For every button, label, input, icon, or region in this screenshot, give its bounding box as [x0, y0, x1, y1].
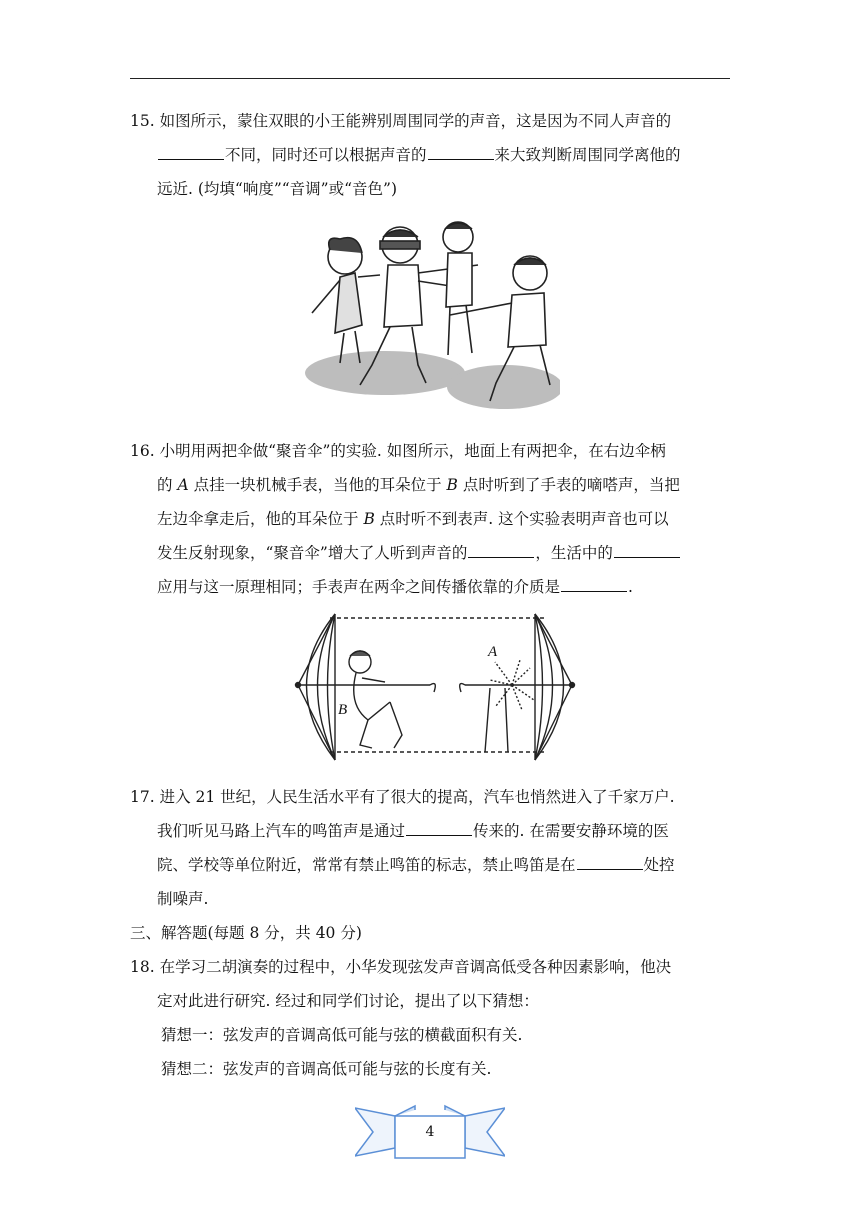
q16-line5: 应用与这一原理相同；手表声在两伞之间传播依靠的介质是 .	[130, 570, 730, 604]
answer-blank[interactable]	[577, 851, 643, 870]
left-umbrella	[296, 614, 436, 760]
ground-shadow-right	[447, 365, 560, 409]
q18-line1: 18. 在学习二胡演奏的过程中，小华发现弦发声音调高低受各种因素影响，他决	[130, 958, 672, 976]
boy-back-figure	[443, 222, 473, 355]
banner-fold-right	[445, 1106, 465, 1116]
q15-line1: 15. 如图所示，蒙住双眼的小王能辨别周围同学的声音，这是因为不同人声音的	[130, 112, 672, 130]
right-umbrella	[460, 614, 575, 760]
header-rule	[130, 78, 730, 79]
answer-blank[interactable]	[468, 539, 534, 558]
q16-line1: 16. 小明用两把伞做“聚音伞”的实验. 如图所示，地面上有两把伞，在右边伞柄	[130, 442, 666, 460]
question-15	[130, 104, 730, 206]
banner-fold-left	[395, 1106, 415, 1116]
question-18	[130, 950, 730, 1086]
umbrella-experiment-figure	[290, 610, 580, 768]
q18-hypothesis-2: 猜想二：弦发声的音调高低可能与弦的长度有关.	[161, 1060, 492, 1078]
q16-line2: 的 A 点挂一块机械手表，当他的耳朵位于 B 点时听到了手表的嘀嗒声，当把	[157, 476, 680, 494]
answer-blank[interactable]	[158, 141, 224, 160]
q15-line2: 不同，同时还可以根据声音的 来大致判断周围同学离他的	[130, 138, 730, 172]
q18-hypothesis-1: 猜想一：弦发声的音调高低可能与弦的横截面积有关.	[161, 1026, 523, 1044]
question-17	[130, 780, 730, 916]
crouching-person	[349, 651, 402, 748]
q18-line2: 定对此进行研究. 经过和同学们讨论，提出了以下猜想：	[157, 992, 539, 1010]
section-3-heading: 三、解答题(每题 8 分，共 40 分)	[130, 924, 362, 942]
q17-line3: 院、学校等单位附近，常常有禁止鸣笛的标志，禁止鸣笛是在 处控	[130, 848, 730, 882]
q16-line4: 发生反射现象，“聚音伞”增大了人听到声音的 ，生活中的	[130, 536, 730, 570]
answer-blank[interactable]	[406, 817, 472, 836]
banner-left-tail	[355, 1108, 395, 1156]
answer-blank[interactable]	[614, 539, 680, 558]
answer-blank[interactable]	[428, 141, 494, 160]
label-a: A	[488, 644, 498, 660]
girl-figure	[312, 238, 380, 363]
q16-line3: 左边伞拿走后，他的耳朵位于 B 点时听不到表声. 这个实验表明声音也可以	[157, 510, 669, 528]
ground-shadow-left	[305, 351, 465, 395]
answer-blank[interactable]	[561, 573, 627, 592]
q17-line2: 我们听见马路上汽车的鸣笛声是通过 传来的. 在需要安静环境的医	[130, 814, 730, 848]
label-b: B	[338, 702, 348, 718]
question-16	[130, 434, 730, 604]
q17-line1: 17. 进入 21 世纪，人民生活水平有了很大的提高，汽车也悄然进入了千家万户.	[130, 788, 675, 806]
page-number: 4	[425, 1124, 435, 1140]
blindfold-game-illustration	[300, 215, 560, 415]
q15-line3: 远近. (均填“响度”“音调”或“音色”)	[157, 180, 397, 198]
q17-line4: 制噪声.	[157, 890, 209, 908]
stand-legs	[485, 688, 508, 752]
banner-right-tail	[465, 1108, 505, 1156]
